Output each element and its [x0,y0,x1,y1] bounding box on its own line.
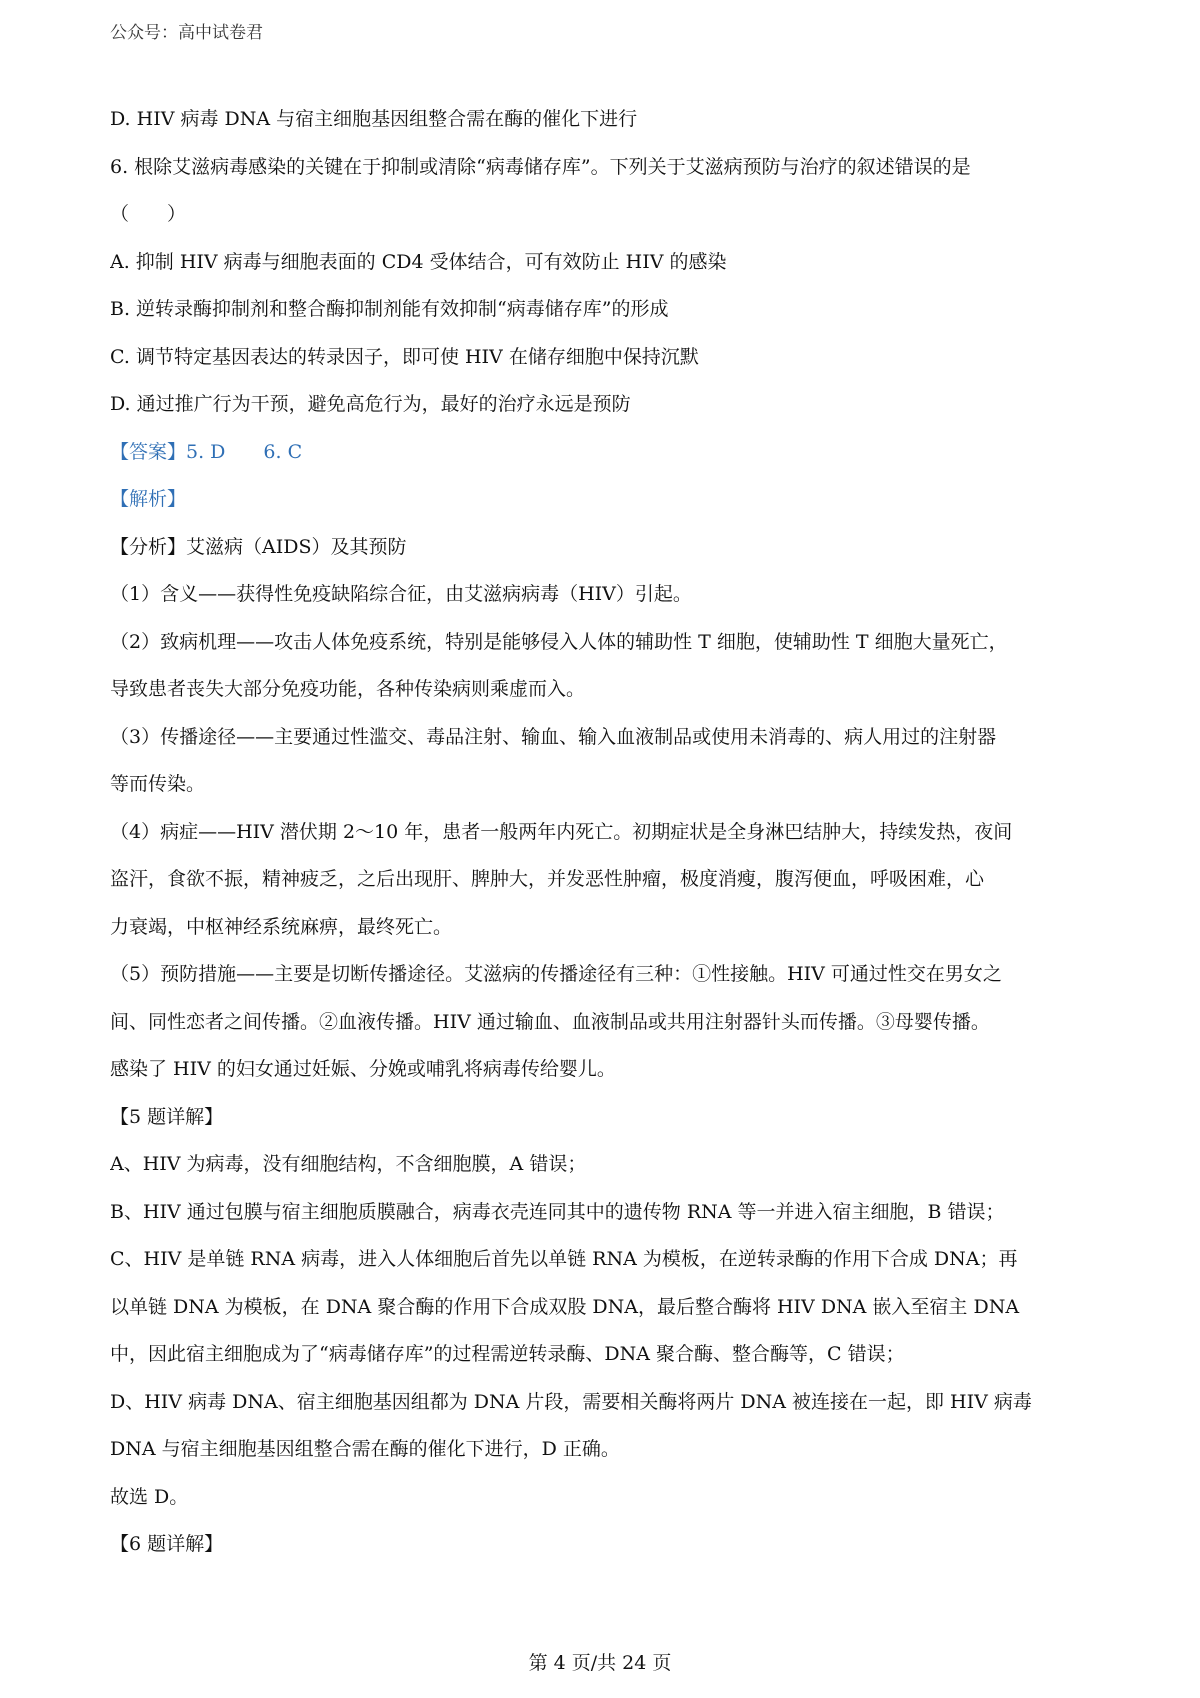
option-6c: C. 调节特定基因表达的转录因子，即可使 HIV 在储存细胞中保持沉默 [110,345,699,368]
analysis-point-4: （4）病症——HIV 潜伏期 2～10 年，患者一般两年内死亡。初期症状是全身淋巴结肿大，持续发热，夜间 [110,820,1013,843]
question-6-blank: （ ） [110,203,187,225]
question-6-stem: 6. 根除艾滋病毒感染的关键在于抑制或清除“病毒储存库”。下列关于艾滋病预防与治疗的叙述错误的是 [110,155,971,178]
analysis-point-5-cont: 感染了 HIV 的妇女通过妊娠、分娩或哺乳将病毒传给婴儿。 [110,1058,616,1080]
answer-line: 【答案】5. D 6. C [110,440,303,463]
q5-detail-a: A、HIV 为病毒，没有细胞结构，不含细胞膜，A 错误； [110,1153,587,1175]
document-body [110,96,1100,1569]
q5-detail-d: D、HIV 病毒 DNA、宿主细胞基因组都为 DNA 片段，需要相关酶将两片 DNA 被连接在一起，即 HIV 病毒 [110,1390,1032,1413]
analysis-point-2: （2）致病机理——攻击人体免疫系统，特别是能够侵入人体的辅助性 T 细胞，使辅助性 T 细胞大量死亡， [110,630,1008,653]
explanation-heading: 【解析】 [110,488,187,510]
analysis-point-5: （5）预防措施——主要是切断传播途径。艾滋病的传播途径有三种：①性接触。HIV 可通过性交在男女之 [110,963,1002,985]
option-6b: B. 逆转录酶抑制剂和整合酶抑制剂能有效抑制“病毒储存库”的形成 [110,298,669,320]
q5-detail-c-cont: 以单链 DNA 为模板，在 DNA 聚合酶的作用下合成双股 DNA，最后整合酶将 HIV DNA 嵌入至宿主 DNA [110,1295,1020,1318]
analysis-point-1: （1）含义——获得性免疫缺陷综合征，由艾滋病病毒（HIV）引起。 [110,583,692,605]
analysis-point-2-cont: 导致患者丧失大部分免疫功能，各种传染病则乘虚而入。 [110,678,586,700]
analysis-point-5-cont: 间、同性恋者之间传播。②血液传播。HIV 通过输血、血液制品或共用注射器针头而传播。③母婴传播。 [110,1010,990,1033]
q5-detail-c-cont: 中，因此宿主细胞成为了“病毒储存库”的过程需逆转录酶、DNA 聚合酶、整合酶等，C 错误； [110,1343,905,1365]
analysis-point-4-cont: 盗汗，食欲不振，精神疲乏，之后出现肝、脾肿大，并发恶性肿瘤，极度消瘦，腹泻便血，呼吸困难，心 [110,868,985,890]
q5-conclusion: 故选 D。 [110,1485,189,1508]
analysis-point-3: （3）传播途径——主要通过性滥交、毒品注射、输血、输入血液制品或使用未消毒的、病人用过的注射器 [110,725,997,748]
page-number: 第 4 页/共 24 页 [528,1652,672,1674]
q6-detail-heading: 【6 题详解】 [110,1533,224,1555]
analysis-point-4-cont: 力衰竭，中枢神经系统麻痹，最终死亡。 [110,915,453,938]
q5-detail-d-cont: DNA 与宿主细胞基因组整合需在酶的催化下进行，D 正确。 [110,1438,620,1460]
analysis-heading: 【分析】艾滋病（AIDS）及其预防 [110,535,407,558]
q5-detail-c: C、HIV 是单链 RNA 病毒，进入人体细胞后首先以单链 RNA 为模板，在逆转录酶的作用下合成 DNA；再 [110,1248,1018,1270]
q5-detail-heading: 【5 题详解】 [110,1105,224,1128]
q5-detail-b: B、HIV 通过包膜与宿主细胞质膜融合，病毒衣壳连同其中的遗传物 RNA 等一并进入宿主细胞，B 错误； [110,1200,1005,1223]
option-6d: D. 通过推广行为干预，避免高危行为，最好的治疗永远是预防 [110,393,631,415]
option-5d: D. HIV 病毒 DNA 与宿主细胞基因组整合需在酶的催化下进行 [110,108,638,130]
watermark-text: 公众号：高中试卷君 [110,23,263,43]
option-6a: A. 抑制 HIV 病毒与细胞表面的 CD4 受体结合，可有效防止 HIV 的感染 [110,250,727,273]
analysis-point-3-cont: 等而传染。 [110,773,206,795]
